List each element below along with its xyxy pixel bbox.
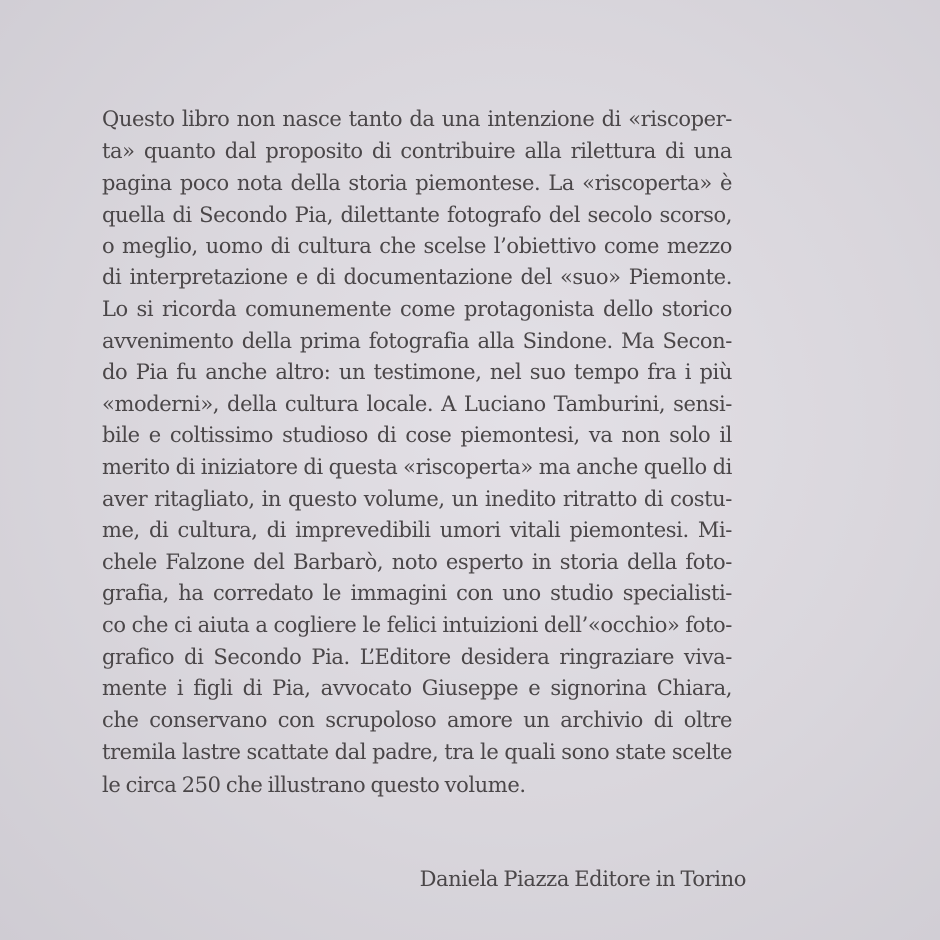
paragraph-line-22: le circa 250 che illustrano questo volume.	[102, 773, 526, 797]
paragraph-line-6: di interpretazione e di documentazione del «suo» Piemonte.	[102, 265, 732, 289]
paragraph-line-21: tremila lastre scattate dal padre, tra le quali sono state scelte	[102, 740, 732, 764]
paragraph-line-18: grafico di Secondo Pia. L’Editore desidera ringraziare viva-	[102, 645, 732, 669]
paragraph-line-2: ta» quanto dal proposito di contribuire alla rilettura di una	[102, 139, 732, 163]
paragraph-line-19: mente i figli di Pia, avvocato Giuseppe e signorina Chiara,	[102, 676, 732, 700]
paragraph-line-16: grafia, ha corredato le immagini con uno studio specialisti-	[102, 581, 732, 605]
paragraph-line-4: quella di Secondo Pia, dilettante fotografo del secolo scorso,	[102, 203, 732, 227]
paragraph-line-11: bile e coltissimo studioso di cose piemontesi, va non solo il	[102, 423, 732, 447]
paragraph-line-13: aver ritagliato, in questo volume, un inedito ritratto di costu-	[102, 487, 732, 511]
paragraph-line-15: chele Falzone del Barbarò, noto esperto in storia della foto-	[102, 550, 732, 574]
paragraph-line-3: pagina poco nota della storia piemontese. La «riscoperta» è	[102, 171, 732, 195]
publisher-credit: Daniela Piazza Editore in Torino	[419, 867, 746, 891]
paragraph-line-9: do Pia fu anche altro: un testimone, nel suo tempo fra i più	[102, 360, 732, 384]
paragraph-line-12: merito di iniziatore di questa «riscoperta» ma anche quello di	[102, 455, 732, 479]
paragraph-line-1: Questo libro non nasce tanto da una intenzione di «riscoper-	[102, 107, 732, 131]
paragraph-line-10: «moderni», della cultura locale. A Luciano Tamburini, sensi-	[102, 392, 732, 416]
paragraph-line-14: me, di cultura, di imprevedibili umori vitali piemontesi. Mi-	[102, 518, 732, 542]
paragraph-line-7: Lo si ricorda comunemente come protagonista dello storico	[102, 297, 732, 321]
paragraph-line-20: che conservano con scrupoloso amore un archivio di oltre	[102, 708, 732, 732]
paragraph-line-17: co che ci aiuta a cogliere le felici intuizioni dell’«occhio» foto-	[102, 613, 732, 637]
paragraph-line-8: avvenimento della prima fotografia alla Sindone. Ma Secon-	[102, 329, 732, 353]
paragraph-line-5: o meglio, uomo di cultura che scelse l’obiettivo come mezzo	[102, 234, 732, 258]
